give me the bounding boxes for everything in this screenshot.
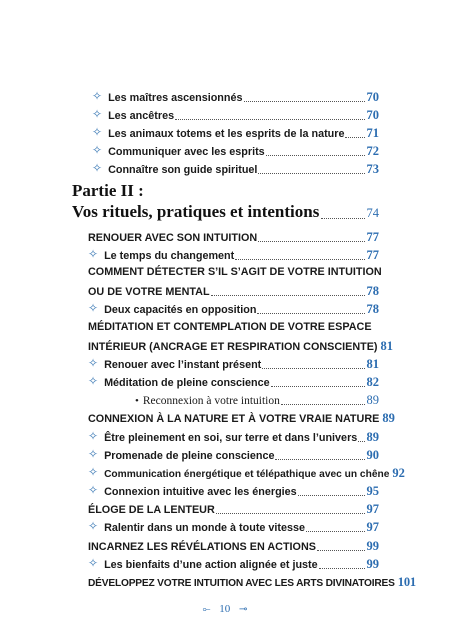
dot-leader — [258, 172, 364, 174]
dot-leader — [211, 294, 365, 296]
dot-leader — [175, 118, 364, 120]
toc-section[interactable]: INTÉRIEUR (ANCRAGE ET RESPIRATION CONSCIENTE) 81 — [88, 339, 394, 353]
dot-leader — [257, 312, 364, 314]
dot-leader — [321, 217, 364, 219]
toc-subentry[interactable]: • Reconnexion à votre intuition 89 — [135, 393, 379, 407]
sparkle-icon: ✧ — [88, 556, 99, 570]
sparkle-icon: ✧ — [92, 89, 103, 103]
dot-leader — [345, 136, 364, 138]
bullet-icon: • — [135, 395, 139, 407]
sparkle-icon: ✧ — [92, 125, 103, 139]
toc-entry[interactable]: ✧ Renouer avec l’instant présent 81 — [88, 356, 379, 371]
toc-entry[interactable]: ✧ Le temps du changement 77 — [88, 247, 379, 262]
dot-leader — [235, 258, 364, 260]
sparkle-icon: ✧ — [88, 247, 99, 261]
toc-entry[interactable]: ✧ Deux capacités en opposition 78 — [88, 301, 379, 316]
toc-section-line[interactable]: COMMENT DÉTECTER S’IL S’AGIT DE VOTRE INTUITION — [88, 266, 382, 278]
sparkle-icon: ✧ — [92, 107, 103, 121]
dot-leader — [358, 440, 364, 442]
sparkle-icon: ✧ — [88, 429, 99, 443]
toc-entry[interactable]: ✧ Ralentir dans un monde à toute vitesse 97 — [88, 519, 379, 534]
sparkle-icon: ✧ — [88, 374, 99, 388]
part-subtitle-entry[interactable]: Vos rituels, pratiques et intentions 74 — [72, 202, 379, 221]
ornament-left-icon: ⟜ — [202, 604, 211, 615]
dot-leader — [258, 240, 364, 242]
toc-entry[interactable]: ✧ Connaître son guide spirituel 73 — [92, 161, 379, 176]
toc-entry[interactable]: ✧ Les maîtres ascensionnés 70 — [92, 89, 379, 104]
part-title: Partie II : — [72, 181, 144, 200]
sparkle-icon: ✧ — [88, 519, 99, 533]
sparkle-icon: ✧ — [88, 447, 99, 461]
dot-leader — [275, 458, 364, 460]
dot-leader — [281, 403, 365, 405]
toc-entry[interactable]: ✧ Méditation de pleine conscience 82 — [88, 374, 379, 389]
sparkle-icon: ✧ — [92, 161, 103, 175]
dot-leader — [317, 549, 365, 551]
sparkle-icon: ✧ — [88, 301, 99, 315]
sparkle-icon: ✧ — [88, 356, 99, 370]
toc-entry[interactable]: ✧ Les ancêtres 70 — [92, 107, 379, 122]
toc-section[interactable]: RENOUER AVEC SON INTUITION 77 — [88, 230, 379, 244]
dot-leader — [266, 154, 365, 156]
sparkle-icon: ✧ — [88, 483, 99, 497]
toc-entry[interactable]: ✧ Communiquer avec les esprits 72 — [92, 143, 379, 158]
page-number: 10 — [219, 603, 231, 615]
toc-entry[interactable]: ✧ Connexion intuitive avec les énergies 95 — [88, 483, 379, 498]
dot-leader — [319, 567, 365, 569]
toc-section[interactable]: DÉVELOPPEZ VOTRE INTUITION AVEC LES ARTS DIVINATOIRES 101 — [88, 575, 416, 589]
dot-leader — [216, 512, 365, 514]
toc-section[interactable]: CONNEXION À LA NATURE ET À VOTRE VRAIE NATURE 89 — [88, 411, 395, 425]
page-footer — [0, 603, 450, 615]
toc-entry[interactable]: ✧ Les bienfaits d’une action alignée et juste 99 — [88, 556, 379, 571]
dot-leader — [262, 367, 364, 369]
toc-entry[interactable]: ✧ Les animaux totems et les esprits de la nature 71 — [92, 125, 379, 140]
toc-section[interactable]: OU DE VOTRE MENTAL 78 — [88, 284, 379, 298]
dot-leader — [306, 530, 364, 532]
toc-section[interactable]: ÉLOGE DE LA LENTEUR 97 — [88, 502, 379, 516]
sparkle-icon: ✧ — [88, 465, 99, 479]
toc-entry[interactable]: ✧ Communication énergétique et télépathique avec un chêne 92 — [88, 465, 405, 480]
dot-leader — [298, 494, 365, 496]
toc-section-line[interactable]: MÉDITATION ET CONTEMPLATION DE VOTRE ESPACE — [88, 321, 372, 333]
ornament-right-icon: ⊸ — [239, 604, 248, 615]
toc-entry[interactable]: ✧ Être pleinement en soi, sur terre et dans l’univers 89 — [88, 429, 379, 444]
dot-leader — [271, 385, 365, 387]
dot-leader — [244, 100, 365, 102]
toc-entry[interactable]: ✧ Promenade de pleine conscience 90 — [88, 447, 379, 462]
sparkle-icon: ✧ — [92, 143, 103, 157]
toc-section[interactable]: INCARNEZ LES RÉVÉLATIONS EN ACTIONS 99 — [88, 539, 379, 553]
